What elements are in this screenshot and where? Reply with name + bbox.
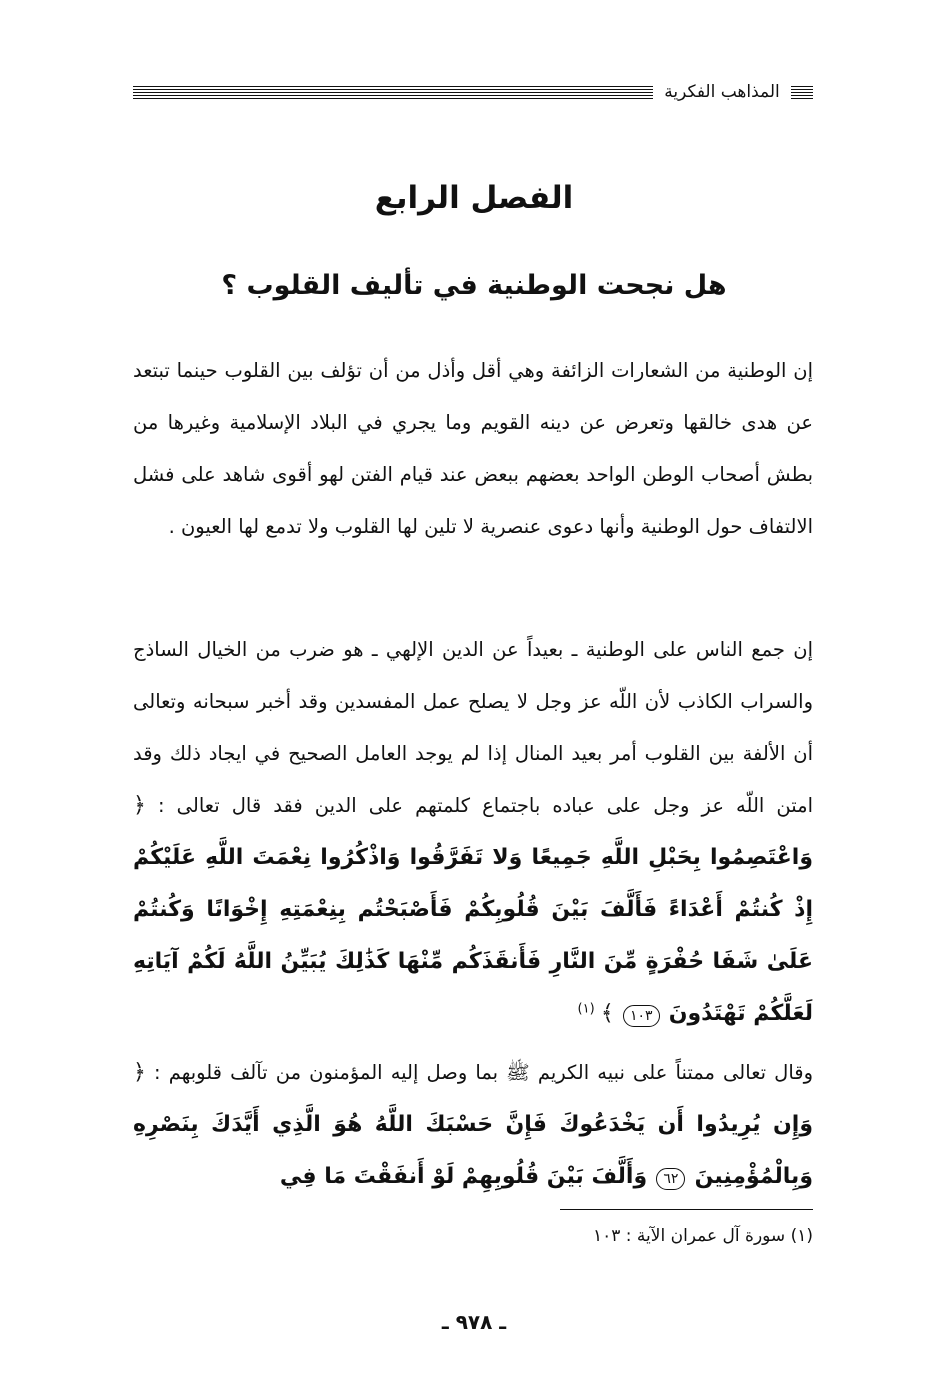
footnote: (١) سورة آل عمران الآية : ١٠٣	[592, 1226, 813, 1246]
ayah-number-badge: ٦٢	[656, 1168, 685, 1190]
paragraph-2-text: إن جمع الناس على الوطنية ـ بعيداً عن الدين الإلهي ـ هو ضرب من الخيال الساذج والسراب الكاذب لأن اللّه عز وجل لا يصلح عمل المفسدين وقد أخبر سبحانه وتعالى أن الألفة بين القلوب أمر بعيد المنال إذا لم يوجد العامل الصحيح في ايجاد ذلك وقد امتن اللّه عز وجل على عباده باجتماع كلمتهم على الدين فقد قال تعالى :	[133, 638, 813, 817]
ornate-bracket-open: ﴿	[133, 1060, 146, 1085]
paragraph-3	[133, 1047, 813, 1203]
chapter-title: الفصل الرابع	[374, 180, 574, 216]
quran-verse-62: وَإِن يُرِيدُوا أَن يَخْدَعُوكَ فَإِنَّ حَسْبَكَ اللَّهُ هُوَ الَّذِي أَيَّدَكَ بِنَصْرِهِ وَبِالْمُؤْمِنِينَ	[133, 1112, 813, 1189]
ornate-bracket-open: ﴿	[133, 793, 146, 818]
quran-verse-63: وَأَلَّفَ بَيْنَ قُلُوبِهِمْ لَوْ أَنفَقْتَ مَا فِي	[279, 1164, 648, 1189]
running-header	[133, 80, 813, 104]
header-rule-right	[791, 86, 813, 100]
ornate-bracket-close: ﴾	[600, 1001, 614, 1026]
paragraph-3-text: وقال تعالى ممتناً على نبيه الكريم ﷺ بما وصل إليه المؤمنون من تآلف قلوبهم :	[154, 1061, 814, 1084]
footnote-reference: (١)	[577, 1001, 595, 1017]
page-number: ـ ٩٧٨ ـ	[441, 1310, 507, 1334]
paragraph-2	[133, 624, 813, 1040]
paragraph-1: إن الوطنية من الشعارات الزائفة وهي أقل وأذل من أن تؤلف بين القلوب حينما تبتعد عن هدى خالقها وتعرض عن دينه القويم وما يجري في البلاد الإسلامية وغيرها من بطش أصحاب الوطن الواحد بعضهم ببعض عند قيام الفتن لهو أقوى شاهد على فشل الالتفاف حول الوطنية وأنها دعوى عنصرية لا تلين لها القلوب ولا تدمع لها العيون .	[133, 359, 813, 538]
quran-verse-103: وَاعْتَصِمُوا بِحَبْلِ اللَّهِ جَمِيعًا وَلا تَفَرَّقُوا وَاذْكُرُوا نِعْمَتَ اللَّهِ عَلَيْكُمْ إِذْ كُنتُمْ أَعْدَاءً فَأَلَّفَ بَيْنَ قُلُوبِكُمْ فَأَصْبَحْتُم بِنِعْمَتِهِ إِخْوَانًا وَكُنتُمْ عَلَىٰ شَفَا حُفْرَةٍ مِّنَ النَّارِ فَأَنقَذَكُم مِّنْهَا كَذَٰلِكَ يُبَيِّنُ اللَّهُ لَكُمْ آيَاتِهِ لَعَلَّكُمْ تَهْتَدُونَ	[133, 845, 813, 1026]
section-subtitle: هل نجحت الوطنية في تأليف القلوب ؟	[221, 270, 727, 301]
ayah-number-badge: ١٠٣	[623, 1005, 660, 1027]
footnote-separator	[560, 1209, 813, 1210]
header-rule-left	[133, 86, 653, 100]
running-title: المذاهب الفكرية	[664, 82, 780, 102]
